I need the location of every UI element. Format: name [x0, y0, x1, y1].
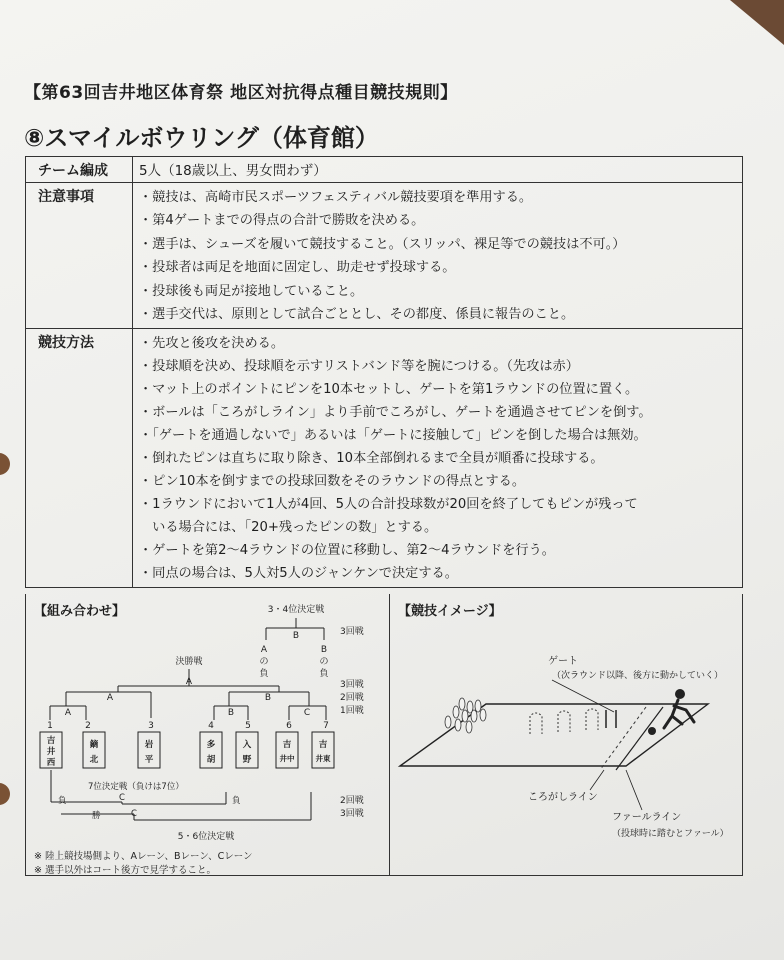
method-item: ・ゲートを第2～4ラウンドの位置に移動し、第2～4ラウンドを行う。: [139, 543, 555, 559]
notes-item: ・競技は、高崎市民スポーツフェスティバル競技要項を準用する。: [139, 190, 533, 205]
team-number: 3: [148, 721, 154, 731]
method-item: ・「ゲートを通過しないで」あるいは「ゲートに接触して」ピンを倒した場合は無効。: [139, 428, 647, 444]
pin: [475, 700, 481, 712]
team-number: 1: [47, 721, 53, 731]
gate: [606, 710, 616, 728]
team-name-char: 北: [89, 755, 99, 765]
pin: [445, 716, 451, 728]
pins: [445, 698, 486, 733]
notes-item: ・選手は、シューズを履いて競技すること。（スリッパ、裸足等での競技は不可。）: [139, 236, 626, 252]
lane-letter: B: [227, 708, 235, 718]
notes-label: 注意事項: [26, 183, 133, 328]
notes-item: ・投球後も両足が接地していること。: [139, 283, 364, 299]
team-name-char: 井東: [315, 754, 331, 763]
foul-note: （投球時に踏むとファール）: [612, 829, 729, 839]
gate-pointer: [552, 680, 614, 712]
notes-item: ・選手交代は、原則として試合ごととし、その都度、係員に報告のこと。: [139, 306, 575, 322]
lose-label: 負: [232, 796, 241, 806]
team-name-char: 井中: [279, 754, 295, 763]
method-item: ・同点の場合は、5人対5人のジャンケンで決定する。: [139, 566, 458, 582]
method-row: [26, 329, 742, 587]
gate-outline: [530, 713, 542, 734]
method-item: ・先攻と後攻を決める。: [139, 336, 285, 352]
team-name-char: 井: [46, 747, 56, 757]
seventh-place-label: 7位決定戦（負けは7位）: [88, 782, 184, 792]
lane-letter: C: [131, 809, 137, 819]
gate-outline: [558, 711, 570, 732]
event-title: ⑧スマイルボウリング（体育館）: [24, 124, 379, 152]
gate-positions: [530, 709, 598, 734]
team-name-char: 岩: [144, 740, 154, 750]
win-label: 勝: [92, 811, 101, 821]
method-item: ・倒れたピンは直ちに取り除き、10本全部倒れるまで全員が順番に投球する。: [139, 451, 604, 467]
rules-table: [25, 156, 743, 588]
team-name-char: 鏑: [89, 740, 99, 750]
lane-letter: B: [292, 631, 300, 641]
loser-a-char: A: [260, 645, 268, 655]
team-name-char: 西: [46, 758, 56, 768]
team-number: 4: [208, 721, 214, 731]
team-value: 5人（18歳以上、男女問わず）: [139, 163, 327, 179]
loser-b-char: B: [320, 645, 328, 655]
team-number: 6: [286, 721, 292, 731]
team-label: チーム編成: [26, 157, 133, 182]
team-name-char: 入: [242, 740, 252, 750]
bracket-footnote: ※ 陸上競技場側より、Aレーン、Bレーン、Cレーン: [34, 851, 253, 862]
round2-label: 2回戦: [340, 796, 364, 806]
gate-outline: [586, 709, 598, 730]
third-place-label: 3・4位決定戦: [267, 605, 325, 615]
team-name-char: 吉: [46, 736, 56, 746]
method-item: ・投球順を決め、投球順を示すリストバンド等を腕につける。（先攻は赤）: [139, 359, 579, 375]
loser-a-char: の: [259, 657, 269, 667]
method-label: 競技方法: [26, 329, 133, 587]
method-item: いる場合には、「20+残ったピンの数」とする。: [139, 520, 438, 536]
team-name-char: 野: [242, 755, 252, 765]
team-row: [26, 157, 742, 183]
pin: [462, 710, 468, 722]
round1-label: 1回戦: [340, 706, 364, 716]
bowler-head: [675, 689, 685, 699]
pin: [466, 721, 472, 733]
pin: [455, 719, 461, 731]
lane-letter: A: [106, 693, 114, 703]
gate-label: ゲート: [548, 656, 578, 667]
notes-row: [26, 183, 742, 329]
method-item: ・ボールは「ころがしライン」より手前でころがし、ゲートを通過させてピンを倒す。: [139, 405, 652, 421]
lane-mat: [400, 704, 708, 766]
final-label: 決勝戦: [175, 657, 203, 667]
team-name-char: 多: [206, 740, 216, 750]
image-title: 【競技イメージ】: [398, 604, 502, 619]
document-title: 【第63回吉井地区体育祭 地区対抗得点種目競技規則】: [24, 83, 458, 103]
method-item: ・マット上のポイントにピンを10本セットし、ゲートを第1ラウンドの位置に置く。: [139, 382, 639, 398]
foul-pointer: [626, 770, 642, 810]
gate-note: （次ラウンド以降、後方に動かしていく）: [552, 671, 724, 681]
lane-letter: B: [264, 693, 272, 703]
team-number: 5: [245, 721, 251, 731]
team-number: 7: [323, 721, 329, 731]
pin: [480, 709, 486, 721]
fifth-place-label: 5・6位決定戦: [177, 832, 235, 842]
round3-label: 3回戦: [340, 809, 364, 819]
pin: [453, 706, 459, 718]
bottom-panels: [25, 594, 743, 876]
lane-letter: C: [303, 708, 311, 718]
bracket-line: [118, 669, 279, 692]
ball: [648, 727, 656, 735]
pin: [471, 710, 477, 722]
lane-letter: C: [119, 793, 125, 803]
pin: [459, 698, 465, 710]
loser-b-char: 負: [319, 669, 329, 679]
foul-line-label: ファールライン: [612, 812, 682, 823]
lane-letter: A: [185, 677, 193, 687]
method-item: ・ピン10本を倒すまでの投球回数をそのラウンドの得点とする。: [139, 474, 526, 490]
team-number: 2: [85, 721, 91, 731]
team-name-char: 吉: [282, 740, 292, 750]
notes-item: ・第4ゲートまでの得点の合計で勝敗を決める。: [139, 213, 425, 229]
round3-label: 3回戦: [340, 680, 364, 690]
team-name-char: 胡: [206, 755, 216, 765]
loser-a-char: 負: [259, 669, 269, 679]
team-name-char: 吉: [318, 740, 328, 750]
round3-label: 3回戦: [340, 627, 364, 637]
lane-diagram: [390, 594, 742, 876]
notes-item: ・投球者は両足を地面に固定し、助走せず投球する。: [139, 260, 456, 276]
lose-label: 負: [58, 796, 67, 806]
lane-letter: A: [64, 708, 72, 718]
method-item: ・1ラウンドにおいて1人が4回、5人の合計投球数が20回を終了してもピンが残って: [139, 497, 638, 513]
bracket-title: 【組み合わせ】: [34, 604, 126, 619]
loser-b-char: の: [319, 657, 329, 667]
roll-pointer: [590, 770, 604, 790]
bracket-footnote: ※ 選手以外はコート後方で見学すること。: [34, 865, 216, 876]
roll-line-label: ころがしライン: [528, 792, 598, 803]
team-name-char: 平: [144, 755, 154, 765]
bracket-diagram: [26, 594, 388, 876]
round2-label: 2回戦: [340, 693, 364, 703]
